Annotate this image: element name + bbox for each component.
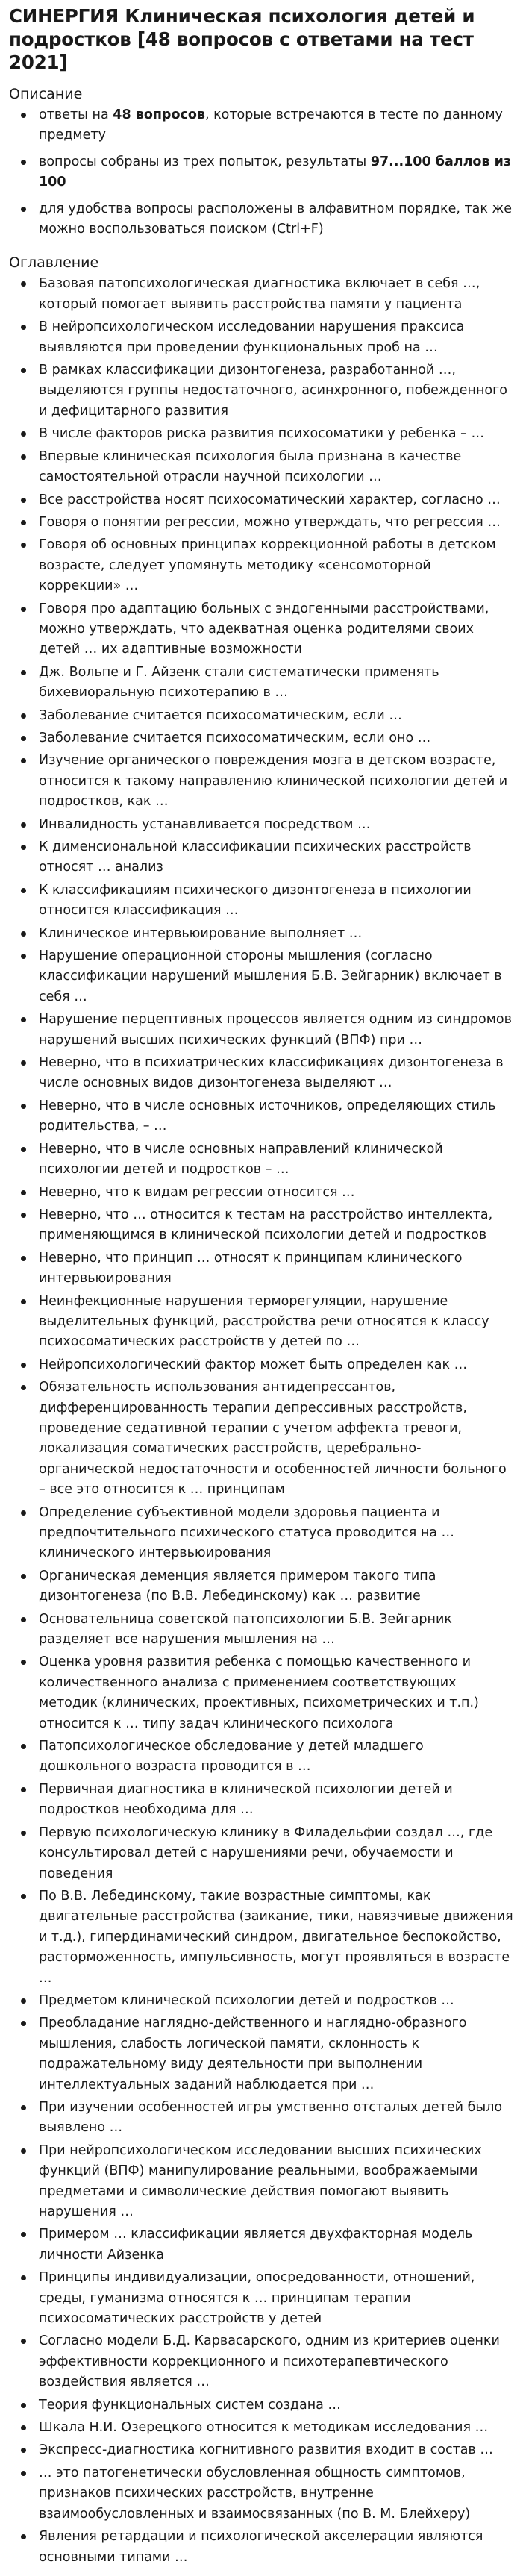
toc-item[interactable]: Первичная диагностика в клинической психологии детей и подростков необходима для … (9, 1780, 514, 1821)
toc-item[interactable]: … это патогенетически обусловленная общность симптомов, признаков психических расстройств, внутренне взаимообусловленных и взаимосвязанных (по В. М. Блейхеру) (9, 2463, 514, 2525)
toc-item[interactable]: Явления ретардации и психологической акселерации являются основными типами … (9, 2527, 514, 2568)
toc-item[interactable]: Изучение органического повреждения мозга в детском возрасте, относится к такому направлению клинической психологии детей и подростков, как … (9, 751, 514, 812)
toc-item[interactable]: Говоря об основных принципах коррекционной работы в детском возрасте, следует упомянуть методику «сенсомоторной коррекции» … (9, 535, 514, 596)
toc-item[interactable]: Дж. Вольпе и Г. Айзенк стали систематически применять бихевиоральную психотерапию в … (9, 663, 514, 704)
toc-item[interactable]: Клиническое интервьюирование выполняет … (9, 924, 514, 944)
toc-item[interactable]: Предметом клинической психологии детей и подростков … (9, 1991, 514, 2011)
toc-list (9, 274, 514, 2567)
description-item: вопросы собраны из трех попыток, результаты 97...100 баллов из 100 (9, 152, 514, 193)
toc-item[interactable]: В рамках классификации дизонтогенеза, разработанной …, выделяются группы недостаточного, асинхронного, побежденного и дефицитарного развития (9, 360, 514, 422)
description-list (9, 105, 514, 240)
description-item: для удобства вопросы расположены в алфавитном порядке, так же можно воспользоваться поиском (Ctrl+F) (9, 199, 514, 240)
toc-item[interactable]: Неверно, что в числе основных направлений клинической психологии детей и подростков – … (9, 1139, 514, 1181)
description-item: ответы на 48 вопросов, которые встречаются в тесте по данному предмету (9, 105, 514, 146)
toc-item[interactable]: Нарушение операционной стороны мышления (согласно классификации нарушений мышления Б.В. Зейгарник) включает в себя … (9, 946, 514, 1007)
toc-item[interactable]: По В.В. Лебединскому, такие возрастные симптомы, как двигательные расстройства (заикание, тики, навязчивые движения и т.д.), гипердинамический синдром, двигательное беспокойство, расторможенность, импульсивность, могут проявляться в возрасте … (9, 1886, 514, 1989)
toc-item[interactable]: Экспресс-диагностика когнитивного развития входит в состав … (9, 2440, 514, 2460)
toc-item[interactable]: Примером … классификации является двухфакторная модель личности Айзенка (9, 2225, 514, 2266)
toc-heading: Оглавление (9, 254, 99, 272)
toc-item[interactable]: К дименсиональной классификации психических расстройств относят … анализ (9, 837, 514, 878)
toc-item[interactable]: Согласно модели Б.Д. Карвасарского, одним из критериев оценки эффективности коррекционного и психотерапевтического воздействия является … (9, 2331, 514, 2392)
toc-item[interactable]: Шкала Н.И. Озерецкого относится к методикам исследования … (9, 2418, 514, 2438)
toc-item[interactable]: Неверно, что … относится к тестам на расстройство интеллекта, применяющимся в клинической психологии детей и подростков (9, 1205, 514, 1246)
toc-item[interactable]: В числе факторов риска развития психосоматики у ребенка – … (9, 424, 514, 444)
toc-item[interactable]: Определение субъективной модели здоровья пациента и предпочтительного психического статуса проводится на … клинического интервьюирования (9, 1503, 514, 1564)
toc-item[interactable]: Говоря о понятии регрессии, можно утверждать, что регрессия … (9, 513, 514, 533)
description-section (9, 84, 514, 240)
page-title: СИНЕРГИЯ Клиническая психология детей и подростков [48 вопросов с ответами на тест 2021] (9, 5, 475, 73)
toc-section (9, 253, 514, 2567)
toc-item[interactable]: Неверно, что принцип … относят к принципам клинического интервьюирования (9, 1248, 514, 1289)
toc-item[interactable]: Неинфекционные нарушения терморегуляции, нарушение выделительных функций, расстройства речи относятся к классу психосоматических расстройств у детей по … (9, 1292, 514, 1353)
toc-item[interactable]: Оценка уровня развития ребенка с помощью качественного и количественного анализа с применением соответствующих методик (клинических, проективных, психометрических и т.п.) относится к … типу задач клинического психолога (9, 1652, 514, 1734)
toc-item[interactable]: Патопсихологическое обследование у детей младшего дошкольного возраста проводится в … (9, 1736, 514, 1778)
toc-item[interactable]: При изучении особенностей игры умственно отсталых детей было выявлено … (9, 2098, 514, 2139)
toc-item[interactable]: Первую психологическую клинику в Филадельфии создал …, где консультировал детей с нарушениями речи, обучаемости и поведения (9, 1823, 514, 1884)
toc-item[interactable]: Обязательность использования антидепрессантов, дифференцированность терапии депрессивных расстройств, проведение седативной терапии с учетом аффекта тревоги, локализация соматических расстройств, церебрально-органической недостаточности и особенностей личности больного – все это относится к … принципам (9, 1378, 514, 1500)
toc-item[interactable]: Органическая деменция является примером такого типа дизонтогенеза (по В.В. Лебединскому) как … развитие (9, 1566, 514, 1607)
toc-item[interactable]: Впервые клиническая психология была признана в качестве самостоятельной отрасли научной психологии … (9, 447, 514, 488)
toc-item[interactable]: Нейропсихологический фактор может быть определен как … (9, 1355, 514, 1375)
toc-item[interactable]: Неверно, что в числе основных источников, определяющих стиль родительства, – … (9, 1096, 514, 1137)
toc-item[interactable]: Основательница советской патопсихологии Б.В. Зейгарник разделяет все нарушения мышления на … (9, 1610, 514, 1651)
toc-item[interactable]: Заболевание считается психосоматическим, если оно … (9, 728, 514, 748)
toc-item[interactable]: Принципы индивидуализации, опосредованности, отношений, среды, гуманизма относятся к … принципам терапии психосоматических расстройств у детей (9, 2268, 514, 2329)
toc-item[interactable]: Инвалидность устанавливается посредством … (9, 815, 514, 835)
toc-item[interactable]: К классификациям психического дизонтогенеза в психологии относится классификация … (9, 881, 514, 922)
toc-item[interactable]: Говоря про адаптацию больных с эндогенными расстройствами, можно утверждать, что адекватная оценка родителями своих детей … их адаптивные возможности (9, 599, 514, 660)
toc-item[interactable]: Нарушение перцептивных процессов является одним из синдромов нарушений высших психических функций (ВПФ) при … (9, 1010, 514, 1051)
toc-item[interactable]: Все расстройства носят психосоматический характер, согласно … (9, 490, 514, 510)
toc-item[interactable]: Теория функциональных систем создана … (9, 2395, 514, 2416)
toc-item[interactable]: Неверно, что в психиатрических классификациях дизонтогенеза в числе основных видов дизонтогенеза выделяют … (9, 1053, 514, 1094)
toc-item[interactable]: Преобладание наглядно-действенного и наглядно-образного мышления, слабость логической памяти, склонность к подражательному виду деятельности при выполнении интеллектуальных заданий наблюдается при … (9, 2013, 514, 2095)
toc-item[interactable]: Базовая патопсихологическая диагностика включает в себя …, который помогает выявить расстройства памяти у пациента (9, 274, 514, 315)
toc-item[interactable]: В нейропсихологическом исследовании нарушения праксиса выявляются при проведении функциональных проб на … (9, 317, 514, 358)
toc-item[interactable]: Заболевание считается психосоматическим, если … (9, 706, 514, 726)
description-heading: Описание (9, 86, 83, 102)
toc-item[interactable]: Неверно, что к видам регрессии относится … (9, 1183, 514, 1203)
toc-item[interactable]: При нейропсихологическом исследовании высших психических функций (ВПФ) манипулирование реальными, воображаемыми предметами и символические действия помогают выявить нарушения … (9, 2141, 514, 2223)
